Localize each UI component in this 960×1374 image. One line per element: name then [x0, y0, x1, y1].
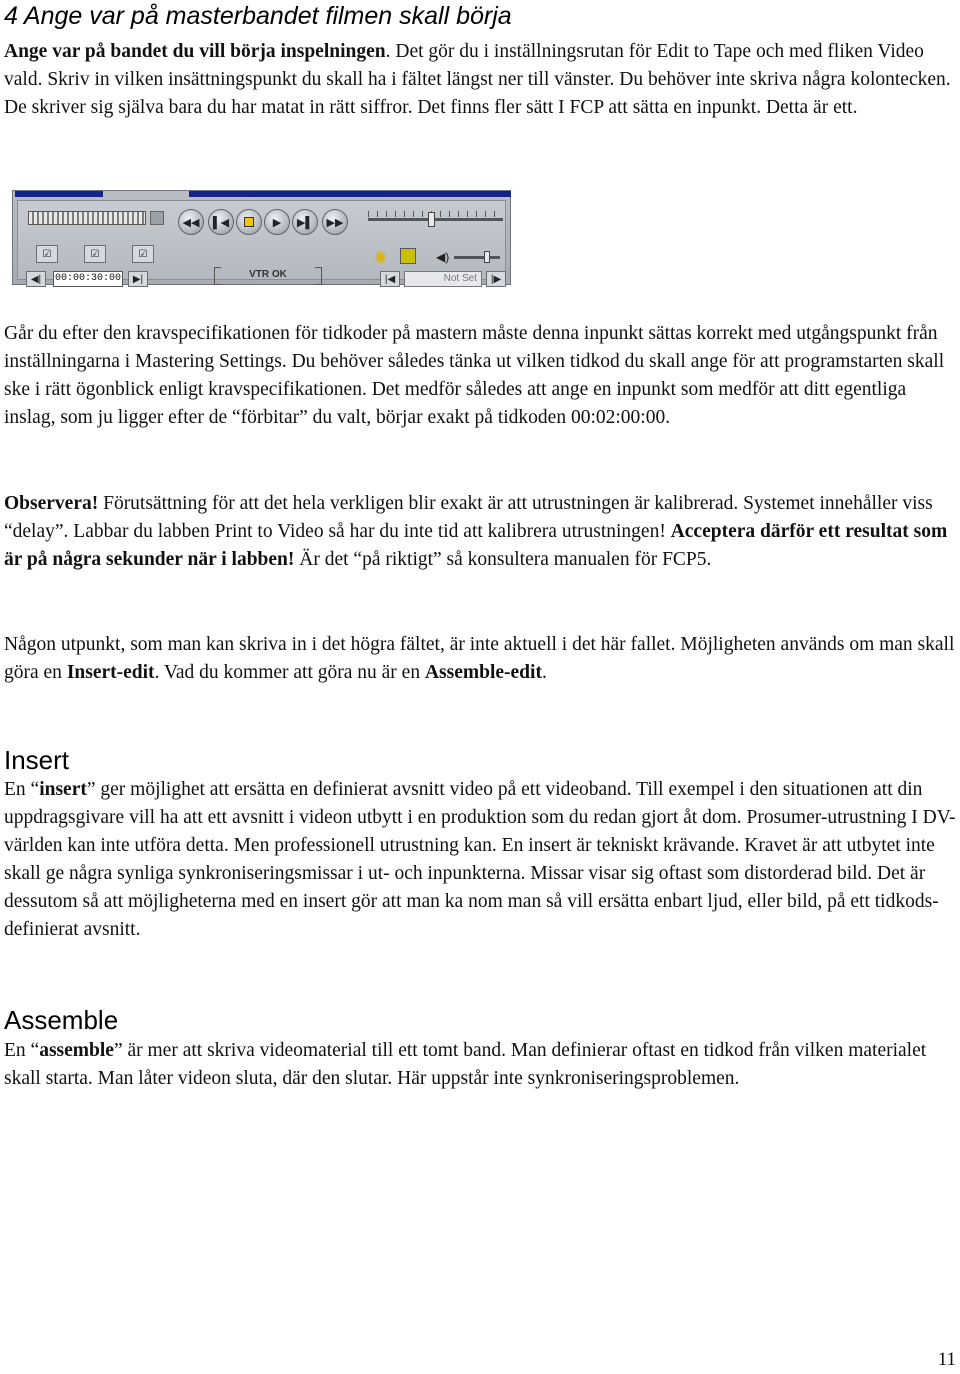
play-forward-icon: ▶▌ — [292, 209, 318, 235]
goto-out-icon: |▶ — [486, 271, 506, 287]
assemble-term: assemble — [39, 1040, 114, 1061]
assemble-heading: Assemble — [4, 1005, 119, 1035]
observe-text-1: Förutsättning för att det hela verkligen blir exakt är att utrustningen är kalibrerad. Systemet innehåller viss “delay”. Labbar du labben Print to Video så har du inte tid att kalibrera utrustningen! — [4, 493, 933, 542]
play-icon: ▶ — [264, 209, 290, 235]
volume-slider — [454, 256, 500, 259]
intro-bold: Ange var på bandet du vill börja inspelningen — [4, 41, 386, 62]
outpoint-paragraph — [4, 631, 956, 687]
observe-label: Observera! — [4, 493, 99, 514]
mark-out-checkbox-icon: ☑ — [84, 245, 106, 263]
observe-paragraph — [4, 490, 956, 574]
stop-icon — [236, 209, 262, 235]
play-reverse-icon: ▌◀ — [208, 209, 234, 235]
insert-heading: Insert — [4, 745, 70, 775]
mark-in-checkbox-icon: ☑ — [36, 245, 58, 263]
assemble-text-1: En “ — [4, 1040, 40, 1061]
in-timecode-field: 00:00:30:00 — [53, 271, 123, 287]
insert-text-1: En “ — [4, 779, 40, 800]
insert-edit-term: Insert-edit — [66, 662, 155, 683]
mastering-paragraph: Går du efter den kravspecifikationen för tidkoder på mastern måste denna inpunkt sättas korrekt med utgångspunkt från inställningarna i Mastering Settings. Du behöver således tänka ut vilken tidkod du skall ange för att programstarten skall ske i rätt ögonblick enligt kravspecifikationen. Det medför således att ange en inpunkt som medför att ditt egentliga inslag, som ju ligger efter de “förbitar” du valt, börjar exakt på tidkoden 00:02:00:00. — [4, 323, 945, 428]
outpoint-text-3: . — [541, 662, 547, 683]
film-icon — [400, 248, 416, 264]
assemble-edit-term: Assemble-edit — [424, 662, 542, 683]
page-number: 11 — [937, 1349, 956, 1370]
jog-icon — [150, 211, 164, 225]
observe-emphasis: Acceptera därför ett resultat som är på några sekunder när i labben! — [4, 521, 948, 570]
rewind-icon: ◀◀ — [178, 209, 204, 235]
shuttle-icon — [28, 211, 146, 225]
insert-paragraph — [4, 776, 956, 944]
speed-slider — [368, 213, 503, 225]
vtr-status: VTR OK — [214, 265, 322, 285]
mark-clip-checkbox-icon: ☑ — [132, 245, 154, 263]
title-bar-right — [189, 191, 511, 197]
intro-paragraph — [4, 38, 956, 122]
gear-icon: ✺ — [374, 250, 388, 267]
outpoint-text-1: Någon utpunkt, som man kan skriva in i det högra fältet, är inte aktuell i det här fallet. Möjligheten används om man skall göra en — [4, 634, 955, 683]
out-timecode-field: Not Set — [404, 271, 482, 287]
set-in-icon: ▶| — [128, 271, 148, 287]
outpoint-text-2: . Vad du kommer att göra nu är en — [154, 662, 425, 683]
section-heading: 4 Ange var på masterbandet filmen skall börja — [4, 2, 512, 30]
observe-text-2: Är det “på riktigt” så konsultera manualen för FCP5. — [294, 549, 712, 570]
set-out-icon: |◀ — [380, 271, 400, 287]
vtr-panel — [17, 200, 506, 285]
insert-text-2: ” ger möjlighet att ersätta en definierat avsnitt video på ett videoband. Till exempel i den situationen att din uppdragsgivare vill ha att ett avsnitt i videon utbytt i en produktion som du redan gjort åt dom. Prosumer-utrustning I DV-världen kan inte utföra detta. Men professionell utrustning kan. En insert är tekniskt krävande. Kravet är att utbytet inte skall ge några synliga synkroniseringsmissar i ut- och inpunkterna. Missar visar sig oftast som distorderad bild. Det är dessutom så att möjligheterna med en insert gör att man ka nom man så vill ersätta enbart ljud, eller bild, på ett tidkods-definierat avsnitt. — [4, 779, 956, 940]
title-bar-left — [15, 191, 103, 197]
assemble-paragraph — [4, 1037, 956, 1093]
assemble-text-2: ” är mer att skriva videomaterial till ett tomt band. Man definierar oftast en tidkod från vilken materialet skall starta. Man låter videon sluta, där den slutar. Här uppstår inte synkroniseringsproblemen. — [4, 1040, 927, 1089]
speaker-icon: ◀) — [436, 250, 450, 264]
goto-in-icon: ◀| — [26, 271, 46, 287]
insert-term: insert — [39, 779, 87, 800]
fast-forward-icon: ▶▶ — [322, 209, 348, 235]
vtr-control-screenshot — [12, 190, 511, 285]
intro-text: . Det gör du i inställningsrutan för Edit to Tape och med fliken Video vald. Skriv in vilken insättningspunkt du skall ha i fältet längst ner till vänster. Du behöver inte skriva några kolontecken. De skriver sig själva bara du har matat in rätt siffror. Det finns fler sätt I FCP att sätta en inpunkt. Detta är ett. — [4, 41, 951, 118]
